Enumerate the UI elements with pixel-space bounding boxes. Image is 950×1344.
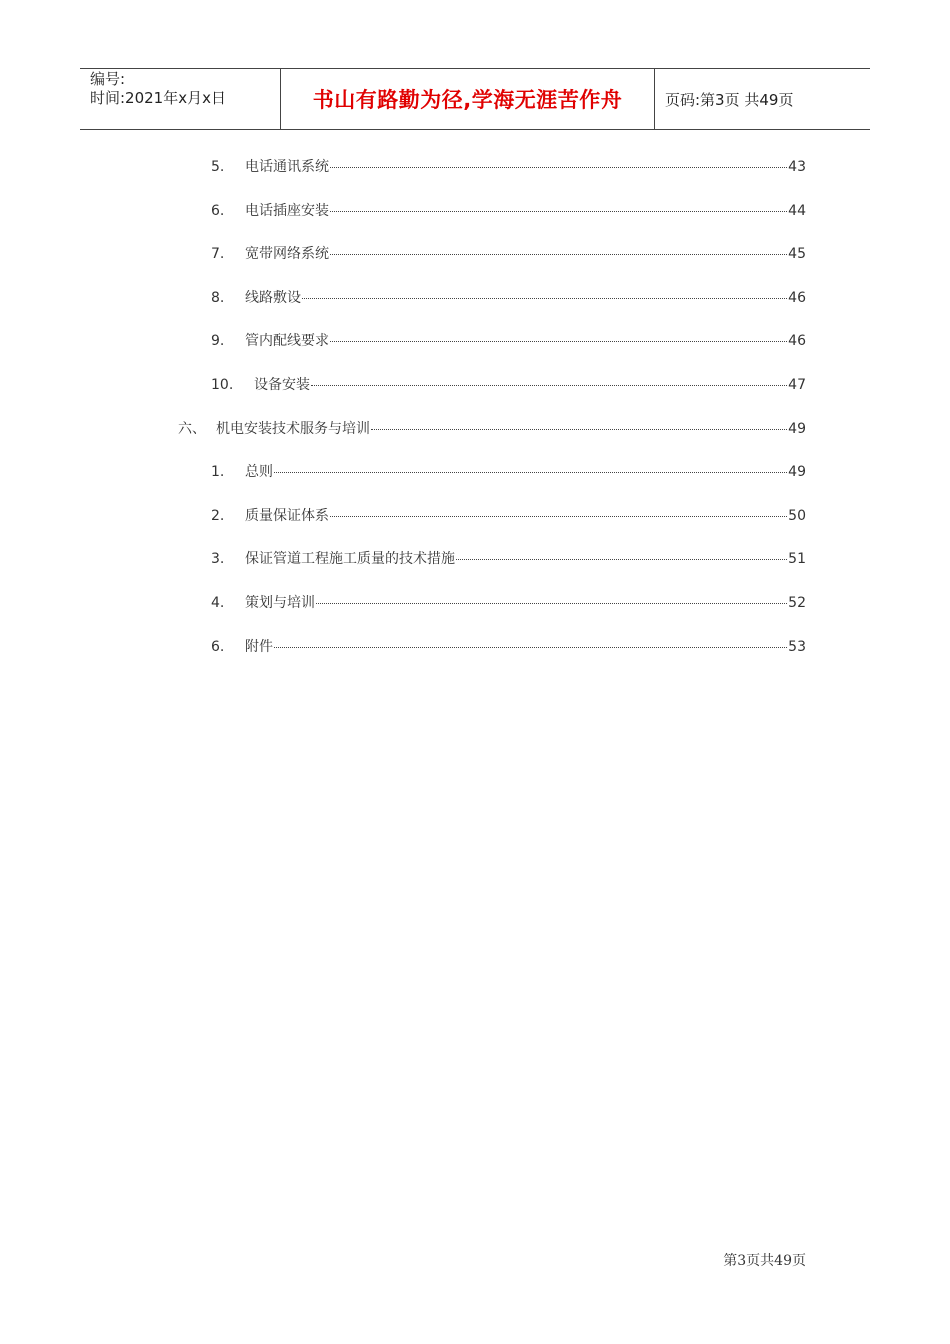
toc-dot-leader [330, 253, 787, 255]
toc-entry-title: 质量保证体系 [245, 508, 329, 524]
toc-entry-page: 43 [788, 159, 806, 175]
toc-entry-title: 总则 [245, 464, 273, 480]
toc-entry[interactable] [211, 288, 806, 308]
toc-dot-leader [274, 471, 787, 473]
toc-entry-number: 8. [211, 290, 225, 306]
toc-entry[interactable] [178, 419, 806, 439]
toc-entry[interactable] [211, 331, 806, 351]
toc-entry-number: 六、 [178, 421, 206, 437]
toc-entry[interactable] [211, 375, 806, 395]
toc-entry-page: 47 [788, 377, 806, 393]
toc-entry-number: 2. [211, 508, 225, 524]
toc-entry-page: 49 [788, 464, 806, 480]
serial-label: 编号: [90, 70, 126, 88]
toc-entry-number: 6. [211, 639, 225, 655]
toc-entry-title: 线路敷设 [245, 290, 301, 306]
header-middle-cell [281, 69, 655, 129]
header-motto: 书山有路勤为径,学海无涯苦作舟 [312, 88, 623, 112]
toc-entry-title: 附件 [245, 639, 273, 655]
header-right-cell [655, 69, 870, 129]
toc-entry-number: 4. [211, 595, 225, 611]
toc-dot-leader [330, 210, 787, 212]
toc-entry-number: 7. [211, 246, 225, 262]
toc-entry-title: 保证管道工程施工质量的技术措施 [245, 551, 455, 567]
toc-dot-leader [330, 166, 787, 168]
toc-entry-title: 机电安装技术服务与培训 [216, 421, 370, 437]
toc-entry-page: 44 [788, 203, 806, 219]
toc-entry[interactable] [211, 157, 806, 177]
toc-dot-leader [371, 428, 787, 430]
toc-dot-leader [302, 297, 787, 299]
toc-entry-page: 52 [788, 595, 806, 611]
toc-entry-page: 53 [788, 639, 806, 655]
toc-entry-title: 设备安装 [254, 377, 310, 393]
toc-entry[interactable] [211, 462, 806, 482]
toc-dot-leader [456, 558, 787, 560]
toc-entry[interactable] [211, 549, 806, 569]
page-header [80, 68, 870, 130]
toc-entry-page: 51 [788, 551, 806, 567]
toc-entry[interactable] [211, 637, 806, 657]
toc-entry-page: 46 [788, 290, 806, 306]
toc-entry-number: 6. [211, 203, 225, 219]
header-left-cell [80, 69, 281, 129]
toc-entry-number: 9. [211, 333, 225, 349]
toc-entry[interactable] [211, 201, 806, 221]
toc-entry-page: 49 [788, 421, 806, 437]
toc-entry-number: 5. [211, 159, 225, 175]
toc-entry[interactable] [211, 244, 806, 264]
toc-entry-title: 宽带网络系统 [245, 246, 329, 262]
toc-entry-title: 电话插座安装 [245, 203, 329, 219]
toc-dot-leader [316, 602, 787, 604]
toc-entry-title: 电话通讯系统 [245, 159, 329, 175]
toc-entry[interactable] [211, 506, 806, 526]
toc-dot-leader [330, 515, 787, 517]
toc-entry-title: 管内配线要求 [245, 333, 329, 349]
toc-entry[interactable] [211, 593, 806, 613]
toc-entry-title: 策划与培训 [245, 595, 315, 611]
toc-dot-leader [330, 340, 787, 342]
toc-dot-leader [274, 646, 787, 648]
toc-entry-number: 1. [211, 464, 225, 480]
toc-entry-number: 3. [211, 551, 225, 567]
toc-entry-page: 45 [788, 246, 806, 262]
toc-entry-page: 50 [788, 508, 806, 524]
toc-entry-page: 46 [788, 333, 806, 349]
toc-dot-leader [311, 384, 787, 386]
date-label: 时间:2021年x月x日 [90, 89, 226, 107]
header-page-info: 页码:第3页 共49页 [665, 90, 794, 109]
page-footer: 第3页共49页 [723, 1253, 806, 1269]
toc-entry-number: 10. [211, 377, 234, 393]
